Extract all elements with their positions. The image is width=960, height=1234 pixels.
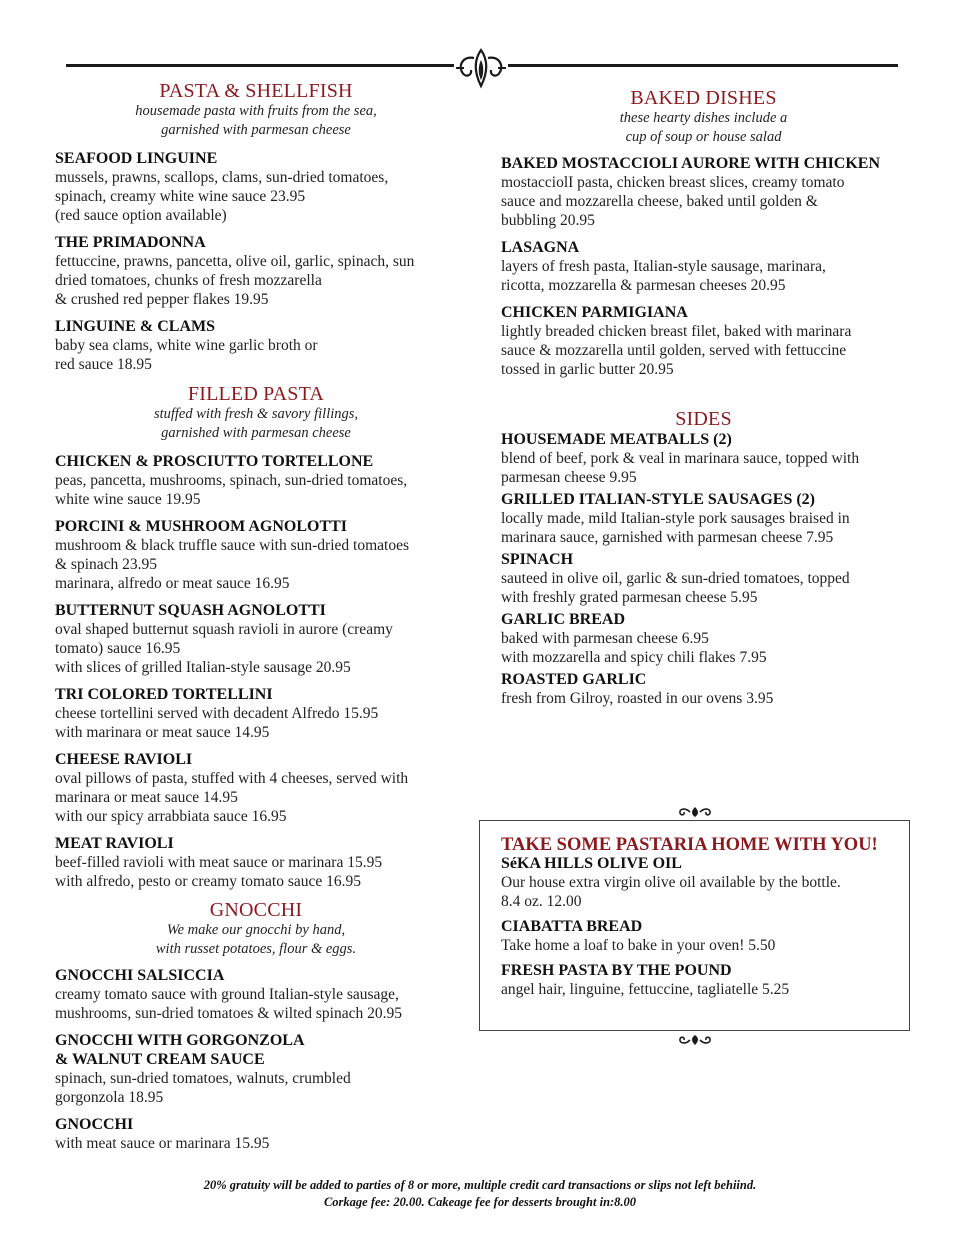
section-subtitle <box>501 109 906 147</box>
subtitle-line: garnished with parmesan cheese <box>161 122 351 138</box>
section-title-sides: SIDES <box>675 408 732 430</box>
menu-item-description: spinach, creamy white wine sauce 23.95 <box>55 188 306 205</box>
menu-item <box>501 670 906 708</box>
menu-item <box>55 750 457 826</box>
section-subtitle <box>55 102 457 140</box>
menu-item-description: red sauce 18.95 <box>55 356 152 373</box>
top-rule-right <box>508 64 898 67</box>
gratuity-note: 20% gratuity will be added to parties of 8 or more, multiple credit card transactions or slips not left behiind. <box>203 1178 757 1192</box>
menu-item <box>501 154 906 230</box>
menu-item-description: lightly breaded chicken breast filet, baked with marinara <box>501 323 852 340</box>
menu-item-description: white wine sauce 19.95 <box>55 491 201 508</box>
subtitle-line: stuffed with fresh & savory fillings, <box>153 406 359 422</box>
menu-item-name: GRILLED ITALIAN-STYLE SAUSAGES (2) <box>501 491 815 508</box>
menu-item-description: baked with parmesan cheese 6.95 <box>501 630 709 647</box>
menu-item-description: marinara, alfredo or meat sauce 16.95 <box>55 575 290 592</box>
menu-item-description: creamy tomato sauce with ground Italian-style sausage, <box>55 986 399 1003</box>
menu-item-description: gorgonzola 18.95 <box>55 1089 164 1106</box>
menu-item-description: with alfredo, pesto or creamy tomato sauce 16.95 <box>55 873 362 890</box>
menu-item-description: tossed in garlic butter 20.95 <box>501 361 674 378</box>
scroll-ornament-icon <box>675 1033 715 1047</box>
menu-item-description: cheese tortellini served with decadent Alfredo 15.95 <box>55 705 379 722</box>
menu-item <box>55 601 457 677</box>
menu-item-description: Our house extra virgin olive oil available by the bottle. <box>501 874 841 891</box>
menu-item-description: 8.4 oz. 12.00 <box>501 893 582 910</box>
menu-item-name: & WALNUT CREAM SAUCE <box>55 1051 265 1068</box>
subtitle-line: garnished with parmesan cheese <box>161 425 351 441</box>
section-subtitle <box>55 921 457 959</box>
menu-item-description: with marinara or meat sauce 14.95 <box>55 724 270 741</box>
menu-item <box>55 1031 457 1107</box>
menu-item-description: beef-filled ravioli with meat sauce or marinara 15.95 <box>55 854 383 871</box>
menu-item-name: ROASTED GARLIC <box>501 671 647 688</box>
menu-item-description: mushroom & black truffle sauce with sun-dried tomatoes <box>55 537 409 554</box>
menu-item-description: fresh from Gilroy, roasted in our ovens 3.95 <box>501 690 774 707</box>
menu-item <box>501 610 906 667</box>
subtitle-line: these hearty dishes include a <box>619 110 788 126</box>
menu-item <box>55 517 457 593</box>
corkage-note: Corkage fee: 20.00. Cakeage fee for desserts brought in:8.00 <box>323 1195 637 1209</box>
menu-item-name: FRESH PASTA BY THE POUND <box>501 962 732 979</box>
menu-item-name: SéKA HILLS OLIVE OIL <box>501 855 682 872</box>
menu-item <box>501 550 906 607</box>
menu-item <box>55 1115 457 1153</box>
menu-item-description: mussels, prawns, scallops, clams, sun-dried tomatoes, <box>55 169 389 186</box>
menu-item-description: with slices of grilled Italian-style sausage 20.95 <box>55 659 351 676</box>
section-title-baked-dishes: BAKED DISHES <box>630 87 777 109</box>
menu-list-filled-pasta <box>55 452 457 891</box>
menu-list-gnocchi <box>55 966 457 1153</box>
menu-item-name: HOUSEMADE MEATBALLS (2) <box>501 431 732 448</box>
menu-item-name: BUTTERNUT SQUASH AGNOLOTTI <box>55 602 326 619</box>
subtitle-line: with russet potatoes, flour & eggs. <box>155 941 357 957</box>
menu-item-description: mostacciolI pasta, chicken breast slices, creamy tomato <box>501 174 845 191</box>
menu-item <box>55 966 457 1023</box>
menu-item <box>501 430 906 487</box>
menu-item-description: with mozzarella and spicy chili flakes 7.95 <box>501 649 767 666</box>
menu-item <box>55 317 457 374</box>
menu-item-description: mushrooms, sun-dried tomatoes & wilted spinach 20.95 <box>55 1005 402 1022</box>
menu-item-name: CHICKEN & PROSCIUTTO TORTELLONE <box>55 453 374 470</box>
menu-item-description: spinach, sun-dried tomatoes, walnuts, crumbled <box>55 1070 351 1087</box>
menu-item-name: GNOCCHI SALSICCIA <box>55 967 225 984</box>
menu-item <box>55 233 457 309</box>
menu-item <box>501 490 906 547</box>
menu-item-description: sauce and mozzarella cheese, baked until golden & <box>501 193 818 210</box>
menu-item-description: (red sauce option available) <box>55 207 227 224</box>
menu-item-description: ricotta, mozzarella & parmesan cheeses 20.95 <box>501 277 786 294</box>
section-title-pasta-shellfish: PASTA & SHELLFISH <box>159 80 353 102</box>
menu-item-name: MEAT RAVIOLI <box>55 835 174 852</box>
menu-item-name: LASAGNA <box>501 239 580 256</box>
menu-item-name: PORCINI & MUSHROOM AGNOLOTTI <box>55 518 348 535</box>
menu-item <box>55 685 457 742</box>
menu-item <box>501 917 889 955</box>
section-subtitle <box>55 405 457 443</box>
menu-item <box>501 303 906 379</box>
menu-item-description: blend of beef, pork & veal in marinara sauce, topped with <box>501 450 860 467</box>
menu-item-name: GARLIC BREAD <box>501 611 626 628</box>
menu-list-baked-dishes <box>501 154 906 379</box>
subtitle-line: housemade pasta with fruits from the sea, <box>135 103 377 119</box>
menu-item-description: & crushed red pepper flakes 19.95 <box>55 291 269 308</box>
menu-item-description: locally made, mild Italian-style pork sausages braised in <box>501 510 850 527</box>
menu-list-sides <box>501 430 906 708</box>
menu-item-description: oval shaped butternut squash ravioli in aurore (creamy <box>55 621 393 638</box>
menu-item-description: layers of fresh pasta, Italian-style sausage, marinara, <box>501 258 826 275</box>
section-title-filled-pasta: FILLED PASTA <box>187 383 325 405</box>
menu-item-name: CHICKEN PARMIGIANA <box>501 304 688 321</box>
menu-item-name: TRI COLORED TORTELLINI <box>55 686 273 703</box>
fleur-ornament-icon <box>452 46 510 90</box>
menu-item-description: baby sea clams, white wine garlic broth or <box>55 337 318 354</box>
menu-item-description: bubbling 20.95 <box>501 212 595 229</box>
menu-item-description: parmesan cheese 9.95 <box>501 469 637 486</box>
menu-item-description: fettuccine, prawns, pancetta, olive oil, garlic, spinach, sun <box>55 253 415 270</box>
menu-item-name: CHEESE RAVIOLI <box>55 751 193 768</box>
menu-list-takehome <box>501 854 889 999</box>
menu-item-description: dried tomatoes, chunks of fresh mozzarella <box>55 272 322 289</box>
top-rule-left <box>66 64 454 67</box>
menu-item-name: SPINACH <box>501 551 574 568</box>
menu-item-name: CIABATTA BREAD <box>501 918 643 935</box>
takehome-title: TAKE SOME PASTARIA HOME WITH YOU! <box>501 835 878 855</box>
menu-item-description: oval pillows of pasta, stuffed with 4 cheeses, served with <box>55 770 409 787</box>
left-column <box>55 80 457 1153</box>
footer-note <box>0 1177 960 1211</box>
menu-item-description: angel hair, linguine, fettuccine, tagliatelle 5.25 <box>501 981 790 998</box>
menu-item-description: with our spicy arrabbiata sauce 16.95 <box>55 808 287 825</box>
menu-item-description: with freshly grated parmesan cheese 5.95 <box>501 589 758 606</box>
right-column <box>501 87 906 708</box>
menu-item-description: peas, pancetta, mushrooms, spinach, sun-dried tomatoes, <box>55 472 408 489</box>
menu-item-description: sauce & mozzarella until golden, served with fettuccine <box>501 342 847 359</box>
menu-item-description: marinara or meat sauce 14.95 <box>55 789 238 806</box>
menu-item-description: marinara sauce, garnished with parmesan cheese 7.95 <box>501 529 834 546</box>
menu-item-description: Take home a loaf to bake in your oven! 5.50 <box>501 937 776 954</box>
menu-item-description: with meat sauce or marinara 15.95 <box>55 1135 270 1152</box>
menu-item-description: tomato) sauce 16.95 <box>55 640 181 657</box>
menu-item-name: LINGUINE & CLAMS <box>55 318 216 335</box>
menu-item <box>501 854 889 911</box>
menu-item <box>501 238 906 295</box>
menu-item <box>55 834 457 891</box>
section-title-gnocchi: GNOCCHI <box>209 899 303 921</box>
menu-item-name: THE PRIMADONNA <box>55 234 206 251</box>
menu-item-name: BAKED MOSTACCIOLI AURORE WITH CHICKEN <box>501 155 881 172</box>
menu-item-name: SEAFOOD LINGUINE <box>55 150 218 167</box>
takehome-box <box>479 820 910 1031</box>
menu-item-description: & spinach 23.95 <box>55 556 158 573</box>
menu-item-name: GNOCCHI WITH GORGONZOLA <box>55 1032 305 1049</box>
menu-item <box>55 149 457 225</box>
subtitle-line: We make our gnocchi by hand, <box>166 922 346 938</box>
scroll-ornament-icon <box>675 805 715 819</box>
menu-item <box>55 452 457 509</box>
menu-item <box>501 961 889 999</box>
subtitle-line: cup of soup or house salad <box>625 129 782 145</box>
menu-item-description: sauteed in olive oil, garlic & sun-dried tomatoes, topped <box>501 570 850 587</box>
menu-item-name: GNOCCHI <box>55 1116 134 1133</box>
menu-list-pasta-shellfish <box>55 149 457 374</box>
